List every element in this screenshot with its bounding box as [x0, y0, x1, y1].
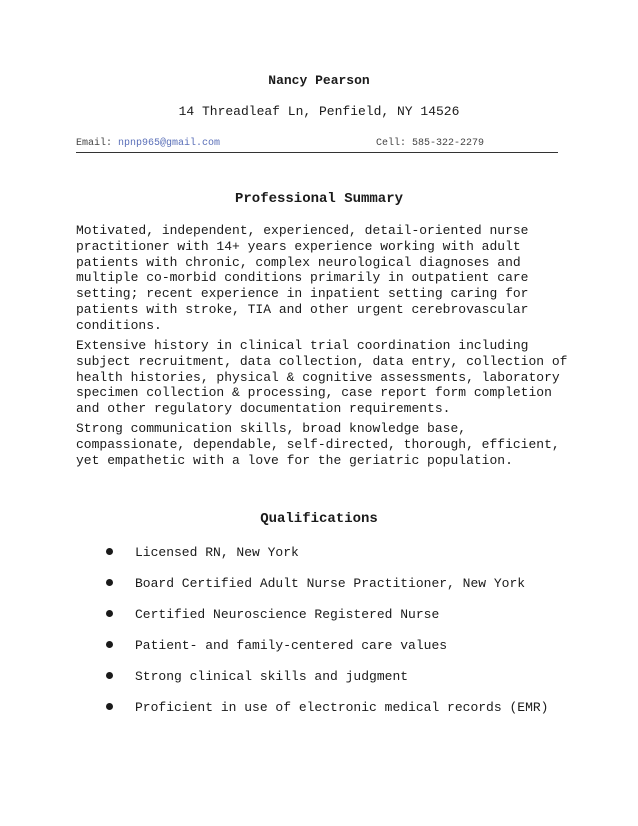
list-item	[106, 669, 548, 700]
bullet-icon	[106, 641, 113, 648]
list-item	[106, 607, 548, 638]
candidate-address: 14 Threadleaf Ln, Penfield, NY 14526	[178, 104, 460, 119]
bullet-icon	[106, 610, 113, 617]
qualification-text: Certified Neuroscience Registered Nurse	[135, 607, 440, 622]
cell-phone: Cell: 585-322-2279	[376, 138, 485, 149]
bullet-icon	[106, 548, 113, 555]
summary-paragraph: Strong communication skills, broad knowledge base, compassionate, dependable, self-directed, thorough, efficient, yet empathetic with a love for the geriatric population.	[76, 421, 560, 468]
qualification-text: Patient- and family-centered care values	[135, 638, 448, 653]
qualification-text: Strong clinical skills and judgment	[135, 669, 409, 684]
email-link[interactable]: npnp965@gmail.com	[118, 138, 221, 149]
qualification-text: Board Certified Adult Nurse Practitioner, New York	[135, 576, 526, 591]
list-item	[106, 638, 548, 669]
qualifications-heading: Qualifications	[260, 511, 378, 527]
summary-paragraph: Motivated, independent, experienced, detail-oriented nurse practitioner with 14+ years experience working with adult patients with chronic, complex neurological diagnoses and multiple co-morbid conditions primarily in outpatient care setting; recent experience in inpatient setting caring for patients with stroke, TIA and other urgent cerebrovascular conditions.	[76, 223, 529, 333]
list-item	[106, 576, 548, 607]
summary-heading: Professional Summary	[234, 191, 404, 207]
email-label: Email:	[76, 138, 119, 149]
bullet-icon	[106, 703, 113, 710]
email-field	[76, 138, 220, 149]
qualifications-list	[106, 545, 548, 731]
qualification-text: Proficient in use of electronic medical records (EMR)	[135, 700, 549, 715]
contact-line	[76, 138, 558, 153]
qualification-text: Licensed RN, New York	[135, 545, 299, 560]
list-item	[106, 700, 548, 731]
summary-paragraph: Extensive history in clinical trial coordination including subject recruitment, data collection, data entry, collection of health histories, physical & cognitive assessments, laboratory specimen collection & processing, case report form completion and other regulatory documentation requirements.	[76, 338, 568, 417]
bullet-icon	[106, 672, 113, 679]
candidate-name: Nancy Pearson	[268, 73, 370, 88]
bullet-icon	[106, 579, 113, 586]
list-item	[106, 545, 548, 576]
